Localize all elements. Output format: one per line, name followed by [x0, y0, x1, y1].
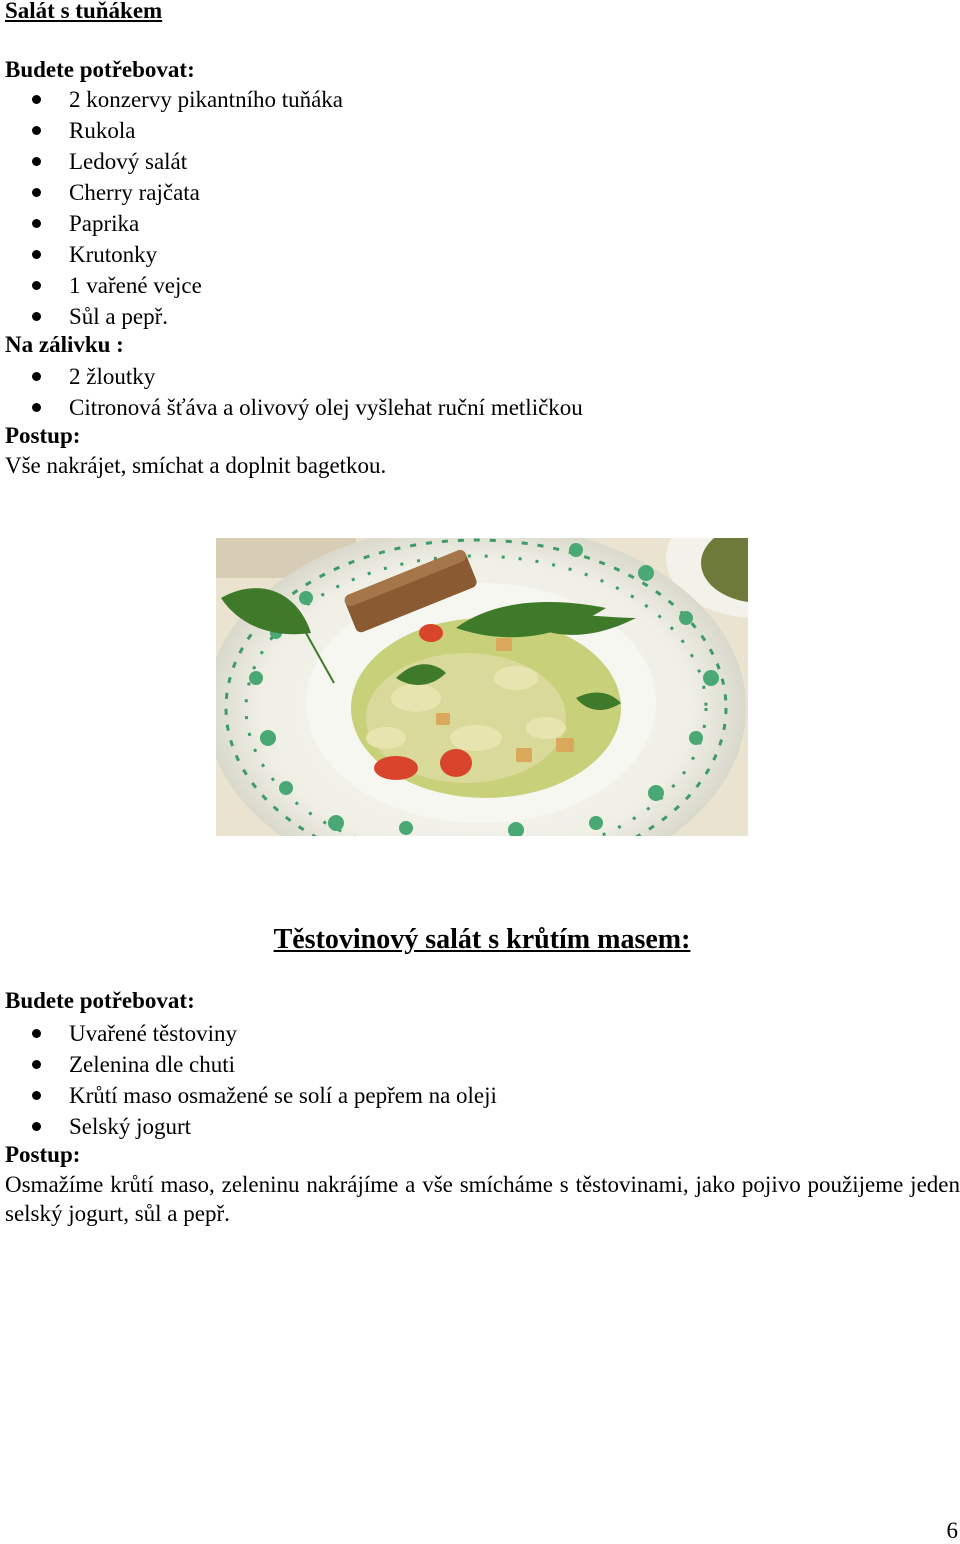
- bullet-icon: [32, 157, 41, 166]
- list-item: Ledový salát: [0, 146, 343, 177]
- ingredients-label: Budete potřebovat:: [5, 57, 195, 82]
- bullet-icon: [32, 219, 41, 228]
- bullet-icon: [32, 403, 41, 412]
- ingredients-label: Budete potřebovat:: [5, 988, 195, 1013]
- bullet-icon: [32, 1029, 41, 1038]
- method-label: Postup:: [5, 1142, 81, 1167]
- list-item: Sůl a pepř.: [0, 301, 343, 332]
- bullet-icon: [32, 126, 41, 135]
- method-label: Postup:: [5, 423, 81, 448]
- bullet-icon: [32, 95, 41, 104]
- list-item: 2 žloutky: [0, 361, 583, 392]
- list-item: Uvařené těstoviny: [0, 1018, 497, 1049]
- recipe-title-tuna-salad: Salát s tuňákem: [5, 0, 163, 23]
- dressing-list: [0, 361, 583, 423]
- bullet-icon: [32, 1091, 41, 1100]
- method-text: Osmažíme krůtí maso, zeleninu nakrájíme a vše smícháme s těstovinami, jako pojivo použijeme jeden selský jogurt, sůl a pepř.: [5, 1172, 960, 1226]
- list-item: Paprika: [0, 208, 343, 239]
- bullet-icon: [32, 281, 41, 290]
- page-number: 6: [946, 1518, 958, 1543]
- bullet-icon: [32, 312, 41, 321]
- list-item: Rukola: [0, 115, 343, 146]
- ingredients-list: [0, 84, 343, 332]
- list-item: 1 vařené vejce: [0, 270, 343, 301]
- bullet-icon: [32, 1060, 41, 1069]
- bullet-icon: [32, 188, 41, 197]
- bullet-icon: [32, 250, 41, 259]
- dressing-label: Na zálivku :: [5, 332, 124, 357]
- list-item: 2 konzervy pikantního tuňáka: [0, 84, 343, 115]
- list-item: Cherry rajčata: [0, 177, 343, 208]
- list-item: Krůtí maso osmažené se solí a pepřem na oleji: [0, 1080, 497, 1111]
- list-item: Zelenina dle chuti: [0, 1049, 497, 1080]
- bullet-icon: [32, 372, 41, 381]
- salad-photo: [216, 538, 748, 836]
- ingredients-list: [0, 1018, 497, 1142]
- recipe-title-pasta-salad: Těstovinový salát s krůtím masem:: [273, 924, 691, 955]
- list-item: Citronová šťáva a olivový olej vyšlehat ruční metličkou: [0, 392, 583, 423]
- list-item: Krutonky: [0, 239, 343, 270]
- list-item: Selský jogurt: [0, 1111, 497, 1142]
- method-text: Vše nakrájet, smíchat a doplnit bagetkou.: [5, 453, 387, 478]
- bullet-icon: [32, 1122, 41, 1131]
